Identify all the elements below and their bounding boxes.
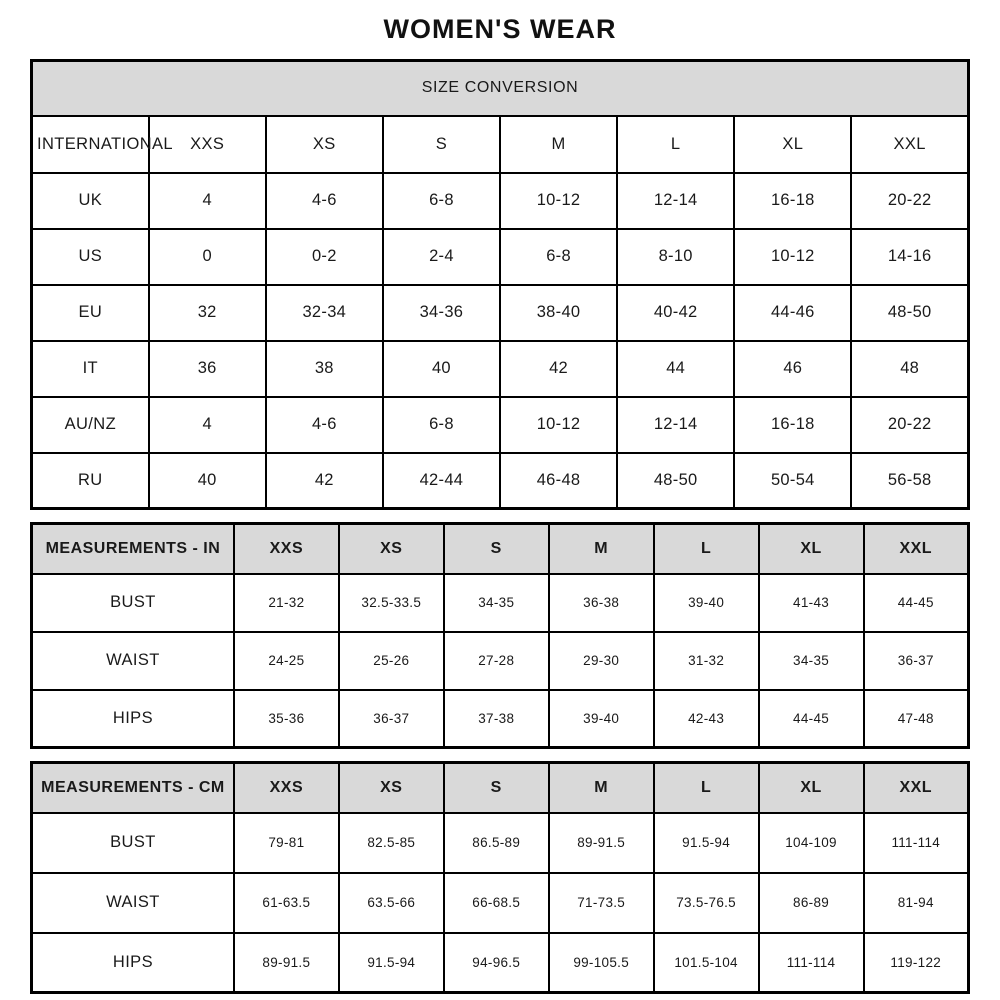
measurements-cm-table — [30, 761, 970, 994]
table-cell: 12-14 — [617, 397, 734, 453]
table-cell: 48 — [851, 341, 968, 397]
table-cell: 25-26 — [339, 632, 444, 690]
column-header: XXL — [864, 524, 969, 574]
table-cell: 36 — [149, 341, 266, 397]
table-banner: SIZE CONVERSION — [32, 61, 969, 116]
column-header: M — [500, 116, 617, 173]
table-cell: 34-36 — [383, 285, 500, 341]
table-cell: 48-50 — [851, 285, 968, 341]
table-cell: 46 — [734, 341, 851, 397]
table-cell: 73.5-76.5 — [654, 873, 759, 933]
table-cell: 46-48 — [500, 453, 617, 509]
table-cell: 81-94 — [864, 873, 969, 933]
table-cell: 0 — [149, 229, 266, 285]
table-cell: 86.5-89 — [444, 813, 549, 873]
column-header-row — [32, 524, 969, 574]
table-cell: 50-54 — [734, 453, 851, 509]
table-cell: 35-36 — [234, 690, 339, 748]
table-cell: 32 — [149, 285, 266, 341]
table-cell: 86-89 — [759, 873, 864, 933]
table-cell: 4-6 — [266, 397, 383, 453]
table-cell: 40 — [383, 341, 500, 397]
table-cell: 44-46 — [734, 285, 851, 341]
table-row — [32, 813, 969, 873]
table-cell: 71-73.5 — [549, 873, 654, 933]
table-row — [32, 173, 969, 229]
table-cell: 89-91.5 — [549, 813, 654, 873]
table-cell: 20-22 — [851, 397, 968, 453]
table-row — [32, 873, 969, 933]
table-cell: 27-28 — [444, 632, 549, 690]
table-cell: 0-2 — [266, 229, 383, 285]
column-header: L — [654, 763, 759, 813]
table-row — [32, 229, 969, 285]
table-row — [32, 690, 969, 748]
column-header-row — [32, 763, 969, 813]
measurements-in-table — [30, 522, 970, 749]
row-label: BUST — [32, 574, 234, 632]
column-header: XXS — [149, 116, 266, 173]
table-cell: 79-81 — [234, 813, 339, 873]
column-header: M — [549, 524, 654, 574]
table-cell: 42 — [266, 453, 383, 509]
column-header: S — [383, 116, 500, 173]
column-header: S — [444, 763, 549, 813]
table-cell: 41-43 — [759, 574, 864, 632]
corner-header: MEASUREMENTS - CM — [32, 763, 234, 813]
column-header: XS — [339, 763, 444, 813]
table-cell: 39-40 — [549, 690, 654, 748]
table-cell: 38-40 — [500, 285, 617, 341]
table-cell: 34-35 — [444, 574, 549, 632]
column-header: XS — [266, 116, 383, 173]
table-row — [32, 632, 969, 690]
table-cell: 101.5-104 — [654, 933, 759, 993]
table-row — [32, 397, 969, 453]
table-cell: 111-114 — [759, 933, 864, 993]
table-cell: 2-4 — [383, 229, 500, 285]
table-cell: 42 — [500, 341, 617, 397]
table-cell: 6-8 — [383, 173, 500, 229]
corner-header: MEASUREMENTS - IN — [32, 524, 234, 574]
table-cell: 32.5-33.5 — [339, 574, 444, 632]
table-row — [32, 285, 969, 341]
column-header: XS — [339, 524, 444, 574]
table-cell: 104-109 — [759, 813, 864, 873]
row-label: HIPS — [32, 933, 234, 993]
table-cell: 66-68.5 — [444, 873, 549, 933]
row-label: AU/NZ — [32, 397, 149, 453]
table-cell: 32-34 — [266, 285, 383, 341]
table-cell: 56-58 — [851, 453, 968, 509]
table-cell: 36-38 — [549, 574, 654, 632]
row-label: WAIST — [32, 873, 234, 933]
table-banner-row — [32, 61, 969, 116]
table-cell: 89-91.5 — [234, 933, 339, 993]
table-cell: 14-16 — [851, 229, 968, 285]
table-cell: 47-48 — [864, 690, 969, 748]
table-cell: 42-43 — [654, 690, 759, 748]
table-cell: 21-32 — [234, 574, 339, 632]
table-cell: 91.5-94 — [654, 813, 759, 873]
table-cell: 91.5-94 — [339, 933, 444, 993]
table-cell: 39-40 — [654, 574, 759, 632]
table-cell: 119-122 — [864, 933, 969, 993]
table-cell: 42-44 — [383, 453, 500, 509]
table-row — [32, 933, 969, 993]
table-cell: 48-50 — [617, 453, 734, 509]
table-cell: 44-45 — [864, 574, 969, 632]
table-cell: 38 — [266, 341, 383, 397]
table-row — [32, 341, 969, 397]
column-header: XXL — [851, 116, 968, 173]
column-header: XXL — [864, 763, 969, 813]
table-cell: 4 — [149, 397, 266, 453]
table-cell: 20-22 — [851, 173, 968, 229]
table-cell: 24-25 — [234, 632, 339, 690]
column-header: XL — [759, 524, 864, 574]
table-cell: 10-12 — [734, 229, 851, 285]
table-cell: 12-14 — [617, 173, 734, 229]
table-cell: 63.5-66 — [339, 873, 444, 933]
table-cell: 99-105.5 — [549, 933, 654, 993]
table-cell: 4 — [149, 173, 266, 229]
table-cell: 10-12 — [500, 397, 617, 453]
size-conversion-table — [30, 59, 970, 510]
table-cell: 44 — [617, 341, 734, 397]
table-cell: 16-18 — [734, 397, 851, 453]
table-cell: 36-37 — [864, 632, 969, 690]
row-label: BUST — [32, 813, 234, 873]
column-header-row — [32, 116, 969, 173]
row-label: US — [32, 229, 149, 285]
table-cell: 44-45 — [759, 690, 864, 748]
table-cell: 31-32 — [654, 632, 759, 690]
column-header: L — [654, 524, 759, 574]
table-cell: 61-63.5 — [234, 873, 339, 933]
table-cell: 29-30 — [549, 632, 654, 690]
column-header: S — [444, 524, 549, 574]
table-row — [32, 453, 969, 509]
table-row — [32, 574, 969, 632]
table-cell: 6-8 — [500, 229, 617, 285]
table-cell: 36-37 — [339, 690, 444, 748]
table-cell: 16-18 — [734, 173, 851, 229]
column-header: XL — [734, 116, 851, 173]
page-title: WOMEN'S WEAR — [383, 14, 617, 44]
table-cell: 94-96.5 — [444, 933, 549, 993]
table-cell: 111-114 — [864, 813, 969, 873]
table-cell: 82.5-85 — [339, 813, 444, 873]
row-label: RU — [32, 453, 149, 509]
table-cell: 6-8 — [383, 397, 500, 453]
table-cell: 34-35 — [759, 632, 864, 690]
row-label: EU — [32, 285, 149, 341]
column-header: XXS — [234, 763, 339, 813]
table-cell: 40-42 — [617, 285, 734, 341]
row-label: IT — [32, 341, 149, 397]
row-label: WAIST — [32, 632, 234, 690]
row-label: HIPS — [32, 690, 234, 748]
table-cell: 8-10 — [617, 229, 734, 285]
table-cell: 37-38 — [444, 690, 549, 748]
column-header: M — [549, 763, 654, 813]
table-cell: 4-6 — [266, 173, 383, 229]
column-header: XL — [759, 763, 864, 813]
corner-header: INTERNATIONAL — [32, 116, 149, 173]
column-header: XXS — [234, 524, 339, 574]
table-cell: 10-12 — [500, 173, 617, 229]
row-label: UK — [32, 173, 149, 229]
column-header: L — [617, 116, 734, 173]
table-cell: 40 — [149, 453, 266, 509]
